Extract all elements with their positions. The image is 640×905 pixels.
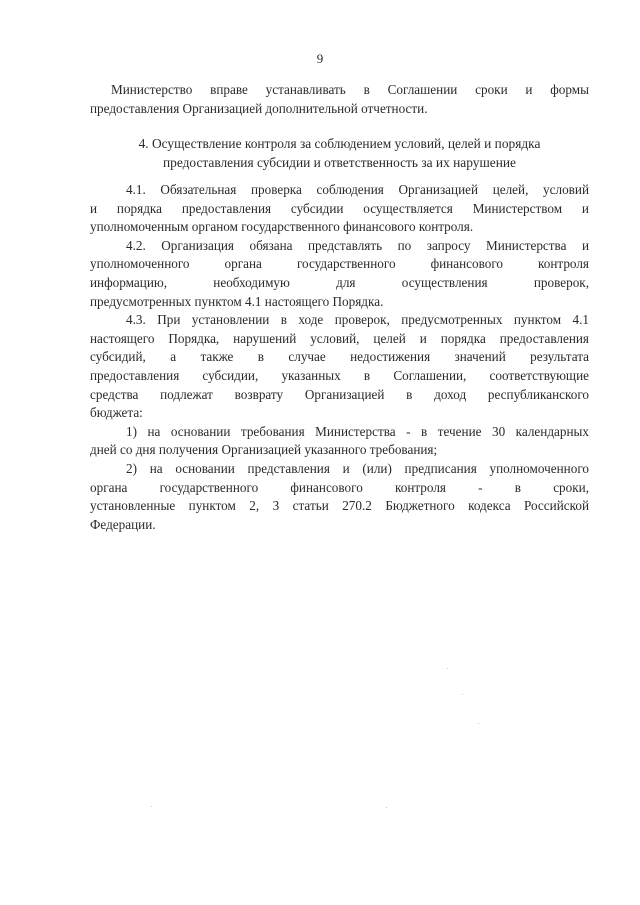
paragraph-4-3-item-2 xyxy=(90,460,589,534)
paragraph-4-3-item-1 xyxy=(90,423,589,460)
paragraph-line: информацию, необходимую для осуществления проверок, xyxy=(90,274,589,290)
paragraph-line: уполномоченного органа государственного финансового контроля xyxy=(90,256,589,272)
paragraph-4-1 xyxy=(90,181,589,237)
intro-line-1: Министерство вправе устанавливать в Соглашении сроки и формы xyxy=(111,82,589,97)
paragraph-line: дней со дня получения Организацией указанного требования; xyxy=(90,442,438,458)
paragraph-line: 4.2. Организация обязана представлять по запросу Министерства и xyxy=(126,237,589,253)
section-body xyxy=(90,181,589,534)
paragraph-line: предоставления субсидии, указанных в Соглашении, соответствующие xyxy=(90,367,589,383)
paragraph-line: 4.1. Обязательная проверка соблюдения Организацией целей, условий xyxy=(126,182,589,197)
paragraph-line: и порядка предоставления субсидии осуществляется Министерством и xyxy=(90,200,589,216)
paragraph-4-2 xyxy=(90,237,589,311)
paragraph-line: установленные пунктом 2, 3 статьи 270.2 Бюджетного кодекса Российской xyxy=(90,498,589,514)
paragraph-line: уполномоченным органом государственного финансового контроля. xyxy=(90,219,474,235)
scan-speck xyxy=(462,694,463,695)
page-number: 9 xyxy=(316,51,324,66)
paragraph-line: 4.3. При установлении в ходе проверок, предусмотренных пунктом 4.1 xyxy=(126,312,589,328)
paragraph-line: органа государственного финансового контроля - в сроки, xyxy=(90,479,589,495)
paragraph-line: средства подлежат возврату Организацией в доход республиканского xyxy=(90,386,589,402)
paragraph-4-3 xyxy=(90,311,589,423)
paragraph-line: субсидий, а также в случае недостижения значений результата xyxy=(90,349,589,365)
section-title-line-1: 4. Осуществление контроля за соблюдением условий, целей и порядка xyxy=(138,136,541,151)
scan-speck xyxy=(447,668,448,669)
section-title-line-2: предоставления субсидии и ответственность за их нарушение xyxy=(162,155,516,170)
scan-speck xyxy=(478,723,479,724)
paragraph-line: бюджета: xyxy=(90,405,143,421)
scan-speck xyxy=(151,806,152,807)
paragraph-line: настоящего Порядка, нарушений условий, целей и порядка предоставления xyxy=(90,330,589,346)
paragraph-line: предусмотренных пунктом 4.1 настоящего Порядка. xyxy=(90,293,384,309)
intro-line-2: предоставления Организацией дополнительной отчетности. xyxy=(90,100,428,116)
section-heading xyxy=(90,134,589,172)
paragraph-line: 2) на основании представления и (или) предписания уполномоченного xyxy=(126,460,589,476)
paragraph-line: 1) на основании требования Министерства - в течение 30 календарных xyxy=(126,423,589,439)
intro-paragraph xyxy=(90,81,589,118)
scan-speck xyxy=(386,807,387,808)
paragraph-line: Федерации. xyxy=(90,516,156,532)
